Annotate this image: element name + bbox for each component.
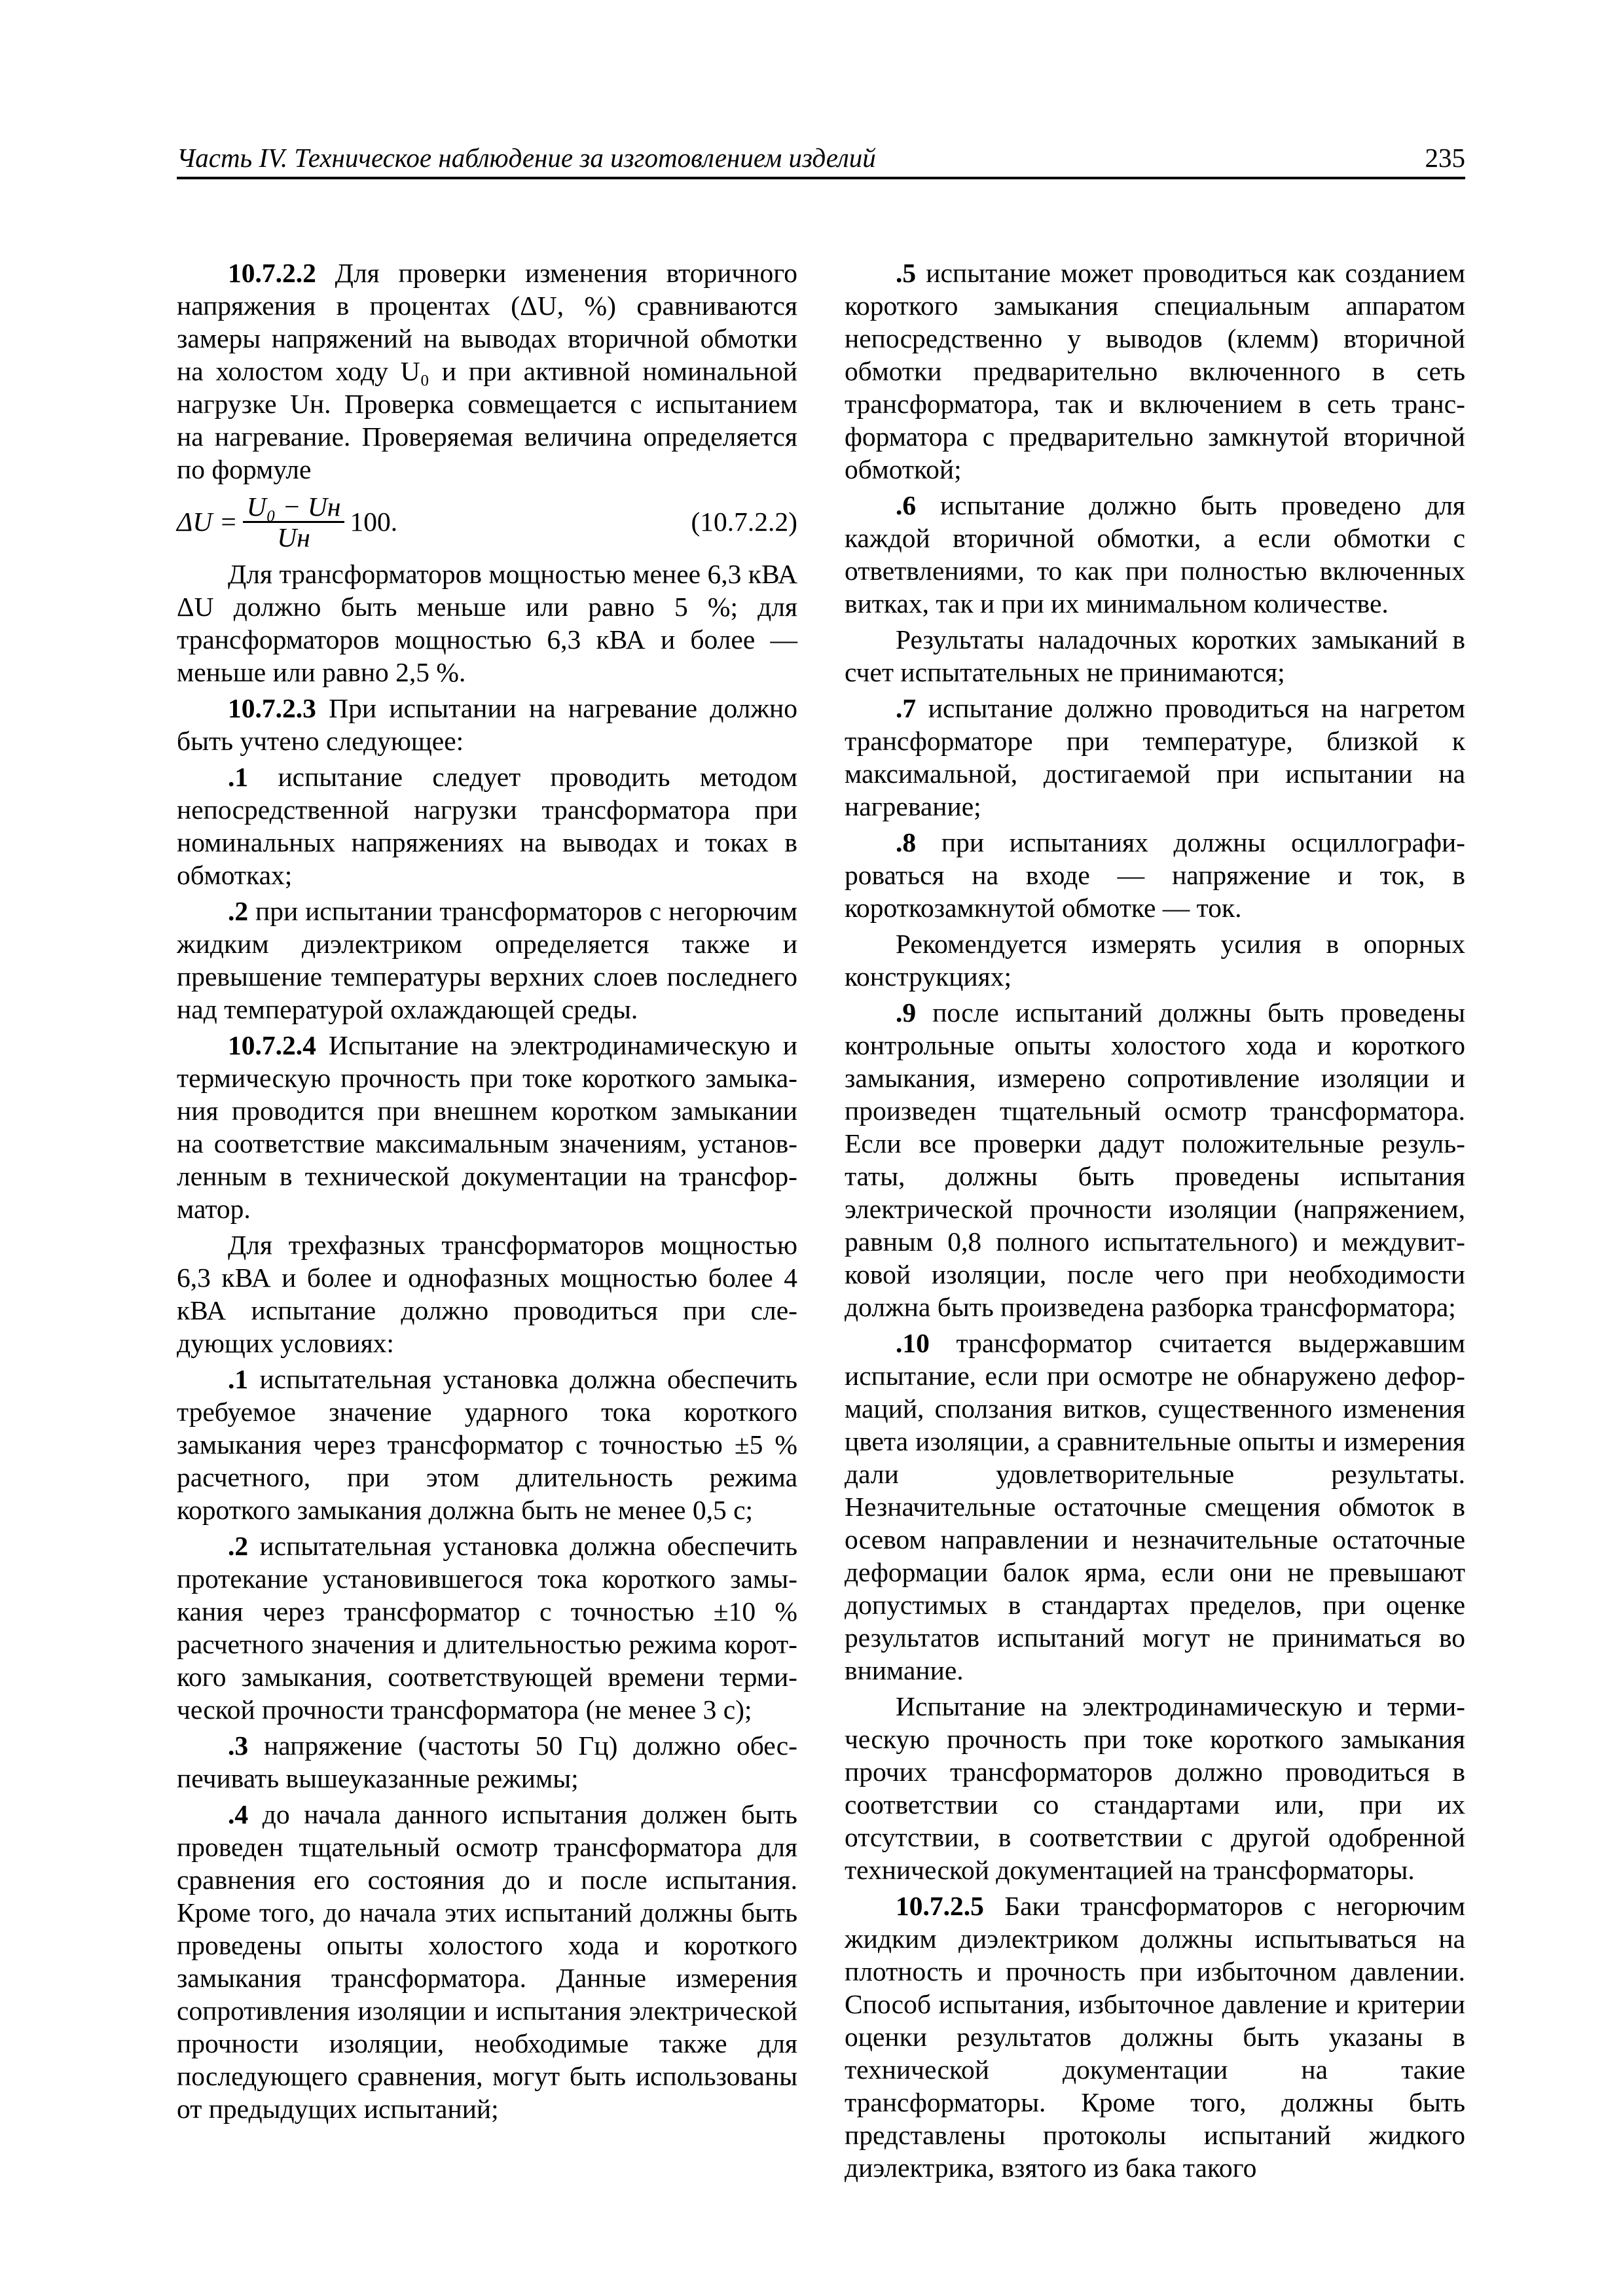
paragraph-text: при испытаниях должны осциллографи-роваться на входе — напряжение и ток, в короткозамкнутой обмотке — ток. — [845, 827, 1465, 923]
clause-number: 10.7.2.4 — [228, 1030, 316, 1060]
paragraph-text: испытательная установка должна обеспечить протекание установившегося тока короткого замы-кания через трансформатор с точностью ±10 % расчетного значения и длительностью режима корот-кого замыкания, соответствующей времени терми-ческой прочности трансформатора (не менее 3 с); — [177, 1531, 797, 1725]
paragraph — [177, 761, 797, 891]
paragraph-text: при испытании трансформаторов с негорючим жидким диэлектриком определяется также и превышение температуры верхних слоев последнего над температурой охлаждающей среды. — [177, 896, 797, 1024]
paragraph-text: Испытание на электродинамическую и термическую прочность при токе короткого замыка-ния проводится при внешнем коротком замыкании на соответствие максимальным значениям, установ-ленным в технической документации на трансфор-матор. — [177, 1030, 797, 1224]
item-number: .3 — [228, 1731, 249, 1761]
item-number: .10 — [896, 1328, 930, 1358]
clause-number: 10.7.2.3 — [228, 693, 316, 723]
right-column — [845, 257, 1465, 2187]
paragraph — [177, 692, 797, 757]
item-number: .2 — [228, 896, 249, 926]
paragraph — [845, 489, 1465, 620]
paragraph-text: Для проверки изменения вторичного напряжения в процентах (ΔU, %) сравниваются замеры напряжений на выводах вторичной обмотки на холостом ходу U₀ и при активной номинальной нагрузке Uн. Проверка совмещается с испытанием на нагревание. Проверяемая величина определяется по формуле — [177, 258, 797, 484]
paragraph-text: после испытаний должны быть проведены контрольные опыты холостого хода и короткого замыкания, измерено сопротивление изоляции и произведен тщательный осмотр трансформатора. Если все проверки дадут положительные резуль-таты, должны быть проведены испытания электрической прочности изоляции (напряжением, равным 0,8 полного испытательного) и междувит-ковой изоляции, после чего при необходимости должна быть произведена разборка трансформатора; — [845, 997, 1465, 1322]
paragraph — [177, 1798, 797, 2125]
page-number: 235 — [1425, 143, 1465, 173]
formula-denominator: Uн — [277, 522, 310, 552]
paragraph — [177, 1530, 797, 1726]
paragraph-text: Баки трансформаторов с негорючим жидким диэлектриком должны испытываться на плотность и прочность при избыточном давлении. Способ испытания, избыточное давление и критерии оценки результатов должны быть указаны в технической документации на такие трансформаторы. Кроме того, должны быть представлены протоколы испытаний жидкого диэлектрика, взятого из бака такого — [845, 1891, 1465, 2183]
paragraph: Для трехфазных трансформаторов мощностью 6,3 кВА и более и однофазных мощностью более 4 кВА испытание должно проводиться при сле-дующих условиях: — [177, 1230, 797, 1358]
clause-number: 10.7.2.2 — [228, 258, 316, 288]
paragraph: Результаты наладочных коротких замыканий в счет испытательных не принимаются; — [845, 624, 1465, 687]
paragraph: Испытание на электродинамическую и терми-ческую прочность при токе короткого замыкания прочих трансформаторов должно проводиться в соответствии со стандартами или, при их отсутствии, в соответствии с другой одобренной технической документацией на трансформаторы. — [845, 1691, 1465, 1885]
paragraph-text: до начала данного испытания должен быть проведен тщательный осмотр трансформатора для сравнения его состояния до и после испытания. Кроме того, до начала этих испытаний должны быть проведены опыты холостого хода и короткого замыкания трансформатора. Данные измерения сопротивления изоляции и испытания электрической прочности изоляции, необходимые также для последующего сравнения, могут быть использованы от предыдущих испытаний; — [177, 1799, 797, 2124]
item-number: .1 — [228, 1364, 249, 1394]
page-header — [177, 139, 1465, 179]
item-number: .8 — [896, 827, 917, 857]
paragraph-text: напряжение (частоты 50 Гц) должно обес-печивать вышеуказанные режимы; — [177, 1731, 797, 1793]
paragraph-text: трансформатор считается выдержавшим испытание, если при осмотре не обнаружено дефор-маций, сползания витков, существенного изменения цвета изоляции, а сравнительные опыты и измерения дали удовлетворительные результаты. Незначительные остаточные смещения обмоток в осевом направлении и незначительные остаточные деформации балок ярма, если они не превышают допустимых в стандартах пределов, при оценке результатов испытаний могут не приниматься во внимание. — [845, 1328, 1465, 1685]
running-title: Часть IV. Техническое наблюдение за изготовлением изделий — [177, 143, 876, 173]
formula-fraction — [243, 492, 345, 552]
item-number: .5 — [896, 258, 917, 288]
paragraph — [845, 1890, 1465, 2184]
paragraph — [177, 895, 797, 1026]
item-number: .4 — [228, 1799, 249, 1829]
formula-tail: 100. — [350, 507, 398, 537]
item-number: .6 — [896, 490, 917, 520]
paragraph — [845, 826, 1465, 924]
paragraph-text: испытание может проводиться как созданием короткого замыкания специальным аппаратом непосредственно у выводов (клемм) вторичной обмотки предварительно включенного в сеть трансформатора, так и включением в сеть транс-форматора с предварительно замкнутой вторичной обмоткой; — [845, 258, 1465, 484]
equation-number: (10.7.2.2) — [691, 507, 797, 537]
item-number: .2 — [228, 1531, 249, 1561]
paragraph — [177, 257, 797, 486]
paragraph — [177, 1363, 797, 1526]
formula-numerator: U₀ − Uн — [243, 492, 345, 523]
formula-lhs: ΔU = — [177, 507, 238, 537]
paragraph — [177, 1029, 797, 1225]
paragraph-text: испытание следует проводить методом непосредственной нагрузки трансформатора при номинальных напряжениях на выводах и токах в обмотках; — [177, 762, 797, 890]
paragraph — [177, 1729, 797, 1795]
paragraph: Для трансформаторов мощностью менее 6,3 кВА ΔU должно быть меньше или равно 5 %; для трансформаторов мощностью 6,3 кВА и более — меньше или равно 2,5 %. — [177, 559, 797, 687]
item-number: .1 — [228, 762, 249, 792]
paragraph-text: испытание должно проводиться на нагретом трансформаторе при температуре, близкой к максимальной, достигаемой при испытании на нагревание; — [845, 693, 1465, 821]
paragraph — [845, 1327, 1465, 1687]
paragraph-text: испытательная установка должна обеспечить требуемое значение ударного тока короткого замыкания через трансформатор с точностью ±5 % расчетного, при этом длительность режима короткого замыкания должна быть не менее 0,5 с; — [177, 1364, 797, 1525]
formula — [177, 489, 797, 554]
paragraph — [845, 257, 1465, 486]
clause-number: 10.7.2.5 — [896, 1891, 984, 1921]
paragraph — [845, 996, 1465, 1323]
item-number: .7 — [896, 693, 917, 723]
paragraph: Рекомендуется измерять усилия в опорных конструкциях; — [845, 929, 1465, 992]
paragraph-text: При испытании на нагревание должно быть учтено следующее: — [177, 693, 797, 756]
paragraph-text: испытание должно быть проведено для каждой вторичной обмотки, а если обмотки с ответвлениями, то как при полностью включенных витках, так и при их минимальном количестве. — [845, 490, 1465, 619]
paragraph — [845, 692, 1465, 823]
left-column — [177, 257, 797, 2128]
item-number: .9 — [896, 997, 917, 1028]
